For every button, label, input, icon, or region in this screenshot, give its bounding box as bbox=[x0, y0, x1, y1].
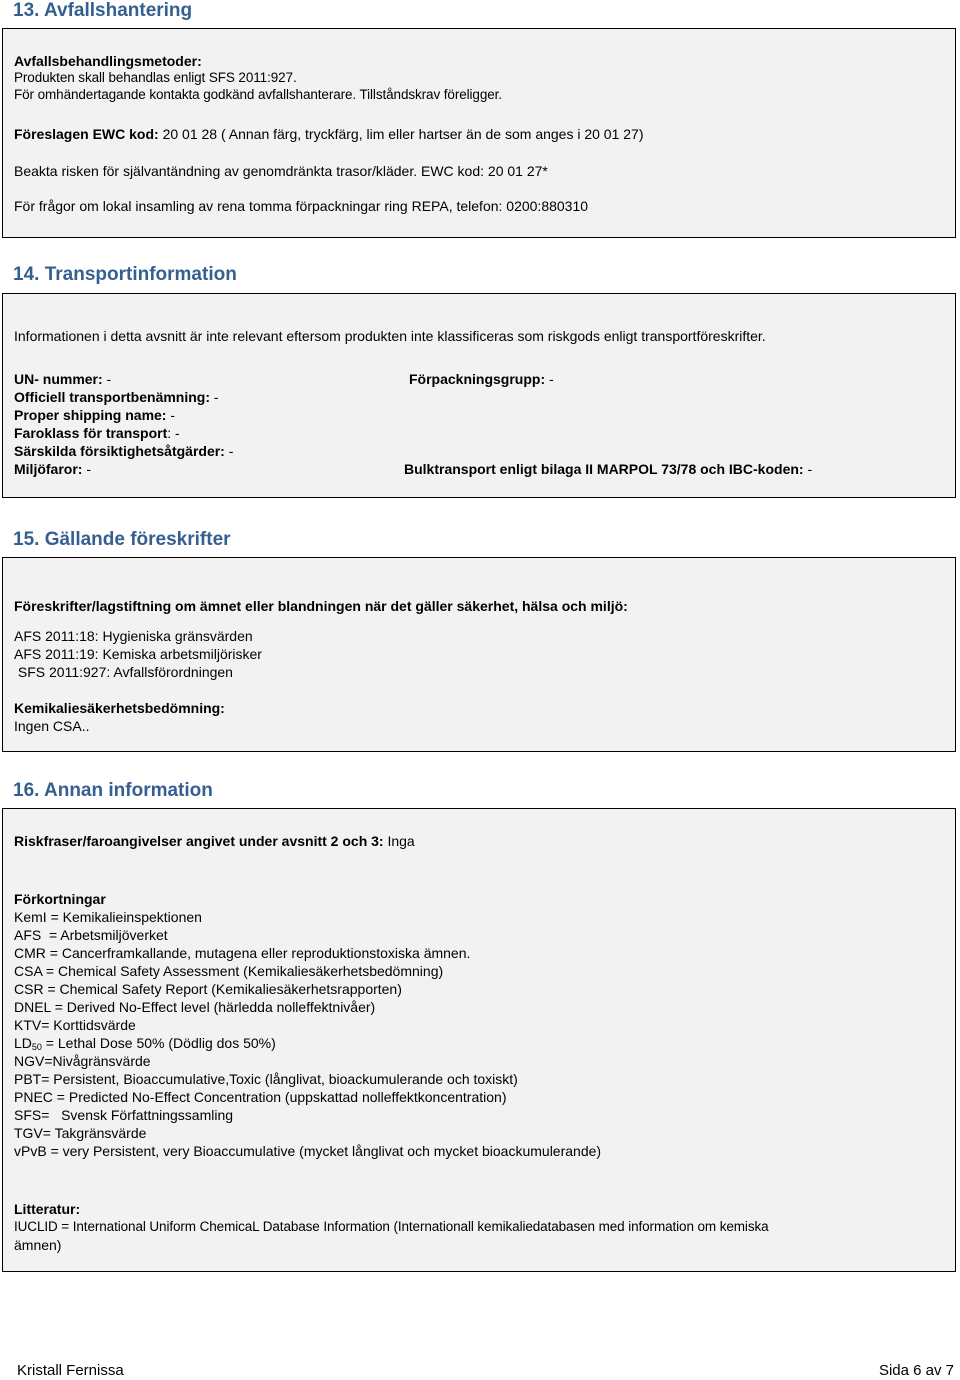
abbreviation-item: PBT= Persistent, Bioaccumulative,Toxic (långlivat, bioackumulerande och toxiskt) bbox=[14, 1071, 518, 1087]
literature-line-2: ämnen) bbox=[14, 1237, 62, 1253]
abbreviations-heading: Förkortningar bbox=[14, 891, 106, 907]
abbreviation-item: AFS = Arbetsmiljöverket bbox=[14, 927, 168, 943]
abbreviation-item: vPvB = very Persistent, very Bioaccumulative (mycket långlivat och mycket bioackumulerande) bbox=[14, 1143, 602, 1159]
section-15-title: 15. Gällande föreskrifter bbox=[13, 529, 231, 550]
ld-definition: = Lethal Dose 50% (Dödlig dos 50%) bbox=[41, 1035, 276, 1051]
bulk-transport-label: Bulktransport enligt bilaga II MARPOL 73/78 och IBC-koden: bbox=[404, 461, 804, 477]
official-transport-name-label: Officiell transportbenämning: bbox=[14, 389, 211, 405]
waste-line-2: För omhändertagande kontakta godkänd avfallshanterare. Tillståndskrav föreligger. bbox=[14, 87, 502, 102]
abbreviation-item: TGV= Takgränsvärde bbox=[14, 1125, 147, 1141]
abbreviation-item: NGV=Nivågränsvärde bbox=[14, 1053, 151, 1069]
un-number-value: - bbox=[102, 371, 112, 387]
ewc-code-value: 20 01 28 ( Annan färg, tryckfärg, lim eller hartser än de som anges i 20 01 27) bbox=[158, 126, 644, 142]
abbreviation-item: PNEC = Predicted No-Effect Concentration (uppskattad nolleffektkoncentration) bbox=[14, 1089, 507, 1105]
ewc-code-label: Föreslagen EWC kod: bbox=[14, 126, 159, 142]
bulk-transport-value: - bbox=[803, 461, 813, 477]
official-transport-name-value: - bbox=[210, 389, 219, 405]
abbreviation-item: SFS= Svensk Författningssamling bbox=[14, 1107, 234, 1123]
abbreviation-item: KTV= Korttidsvärde bbox=[14, 1017, 136, 1033]
section-14-box bbox=[2, 293, 956, 498]
proper-shipping-name bbox=[14, 406, 175, 424]
regulations-heading: Föreskrifter/lagstiftning om ämnet eller blandningen när det gäller säkerhet, hälsa och miljö: bbox=[14, 598, 628, 614]
special-precautions-value: - bbox=[224, 443, 234, 459]
csa-value: Ingen CSA.. bbox=[14, 718, 90, 734]
regulation-item: AFS 2011:18: Hygieniska gränsvärden bbox=[14, 628, 253, 644]
literature-line-1: IUCLID = International Uniform ChemicaL Database Information (Internationall kemikaliedatabasen med information om kemiska bbox=[14, 1219, 769, 1234]
footer-product-name: Kristall Fernissa bbox=[17, 1362, 124, 1379]
abbreviation-item: CSR = Chemical Safety Report (Kemikaliesäkerhetsrapporten) bbox=[14, 981, 402, 997]
proper-shipping-name-label: Proper shipping name: bbox=[14, 407, 167, 423]
section-16-box bbox=[2, 808, 956, 1272]
hazard-class-label: Faroklass för transport bbox=[14, 425, 168, 441]
proper-shipping-name-value: - bbox=[166, 407, 176, 423]
abbreviation-item: CSA = Chemical Safety Assessment (Kemikaliesäkerhetsbedömning) bbox=[14, 963, 444, 979]
transport-intro: Informationen i detta avsnitt är inte relevant eftersom produkten inte klassificeras som riskgods enligt transportföreskrifter. bbox=[14, 328, 766, 344]
regulation-item: AFS 2011:19: Kemiska arbetsmiljörisker bbox=[14, 646, 262, 662]
hazard-class bbox=[14, 424, 180, 442]
special-precautions-label: Särskilda försiktighetsåtgärder: bbox=[14, 443, 225, 459]
abbreviation-item-ld50 bbox=[14, 1034, 276, 1052]
abbreviation-item: KemI = Kemikalieinspektionen bbox=[14, 909, 202, 925]
abbreviation-item: CMR = Cancerframkallande, mutagena eller reproduktionstoxiska ämnen. bbox=[14, 945, 471, 961]
csa-heading: Kemikaliesäkerhetsbedömning: bbox=[14, 700, 225, 716]
section-14-title: 14. Transportinformation bbox=[13, 264, 237, 285]
packing-group bbox=[409, 370, 554, 388]
section-16-title: 16. Annan information bbox=[13, 780, 213, 801]
risk-phrases bbox=[14, 832, 415, 850]
environmental-hazards-value: - bbox=[82, 461, 92, 477]
un-number bbox=[14, 370, 111, 388]
ewc-code-line bbox=[14, 125, 644, 143]
section-13-box bbox=[2, 28, 956, 238]
packing-group-value: - bbox=[545, 371, 554, 387]
footer-page-number: Sida 6 av 7 bbox=[878, 1362, 954, 1379]
self-ignition-note: Beakta risken för självantändning av genomdränkta trasor/kläder. EWC kod: 20 01 27* bbox=[14, 163, 548, 179]
abbreviation-item: DNEL = Derived No-Effect level (härledda nolleffektnivåer) bbox=[14, 999, 376, 1015]
packing-group-label: Förpackningsgrupp: bbox=[409, 371, 546, 387]
hazard-class-value: : - bbox=[167, 425, 180, 441]
environmental-hazards bbox=[14, 460, 91, 478]
bulk-transport bbox=[404, 460, 812, 478]
environmental-hazards-label: Miljöfaror: bbox=[14, 461, 83, 477]
section-15-box bbox=[2, 557, 956, 752]
repa-contact-note: För frågor om lokal insamling av rena tomma förpackningar ring REPA, telefon: 0200:880310 bbox=[14, 198, 589, 214]
waste-methods-heading: Avfallsbehandlingsmetoder: bbox=[14, 53, 202, 69]
ld-prefix: LD bbox=[14, 1035, 32, 1051]
risk-phrases-value: Inga bbox=[383, 833, 415, 849]
official-transport-name bbox=[14, 388, 219, 406]
special-precautions bbox=[14, 442, 233, 460]
un-number-label: UN- nummer: bbox=[14, 371, 103, 387]
literature-heading: Litteratur: bbox=[14, 1201, 81, 1217]
waste-line-1: Produkten skall behandlas enligt SFS 2011:927. bbox=[14, 70, 297, 85]
regulation-item: SFS 2011:927: Avfallsförordningen bbox=[14, 664, 233, 680]
ld-subscript: 50 bbox=[31, 1042, 42, 1052]
section-13-title: 13. Avfallshantering bbox=[13, 0, 193, 21]
risk-phrases-label: Riskfraser/faroangivelser angivet under avsnitt 2 och 3: bbox=[14, 833, 384, 849]
